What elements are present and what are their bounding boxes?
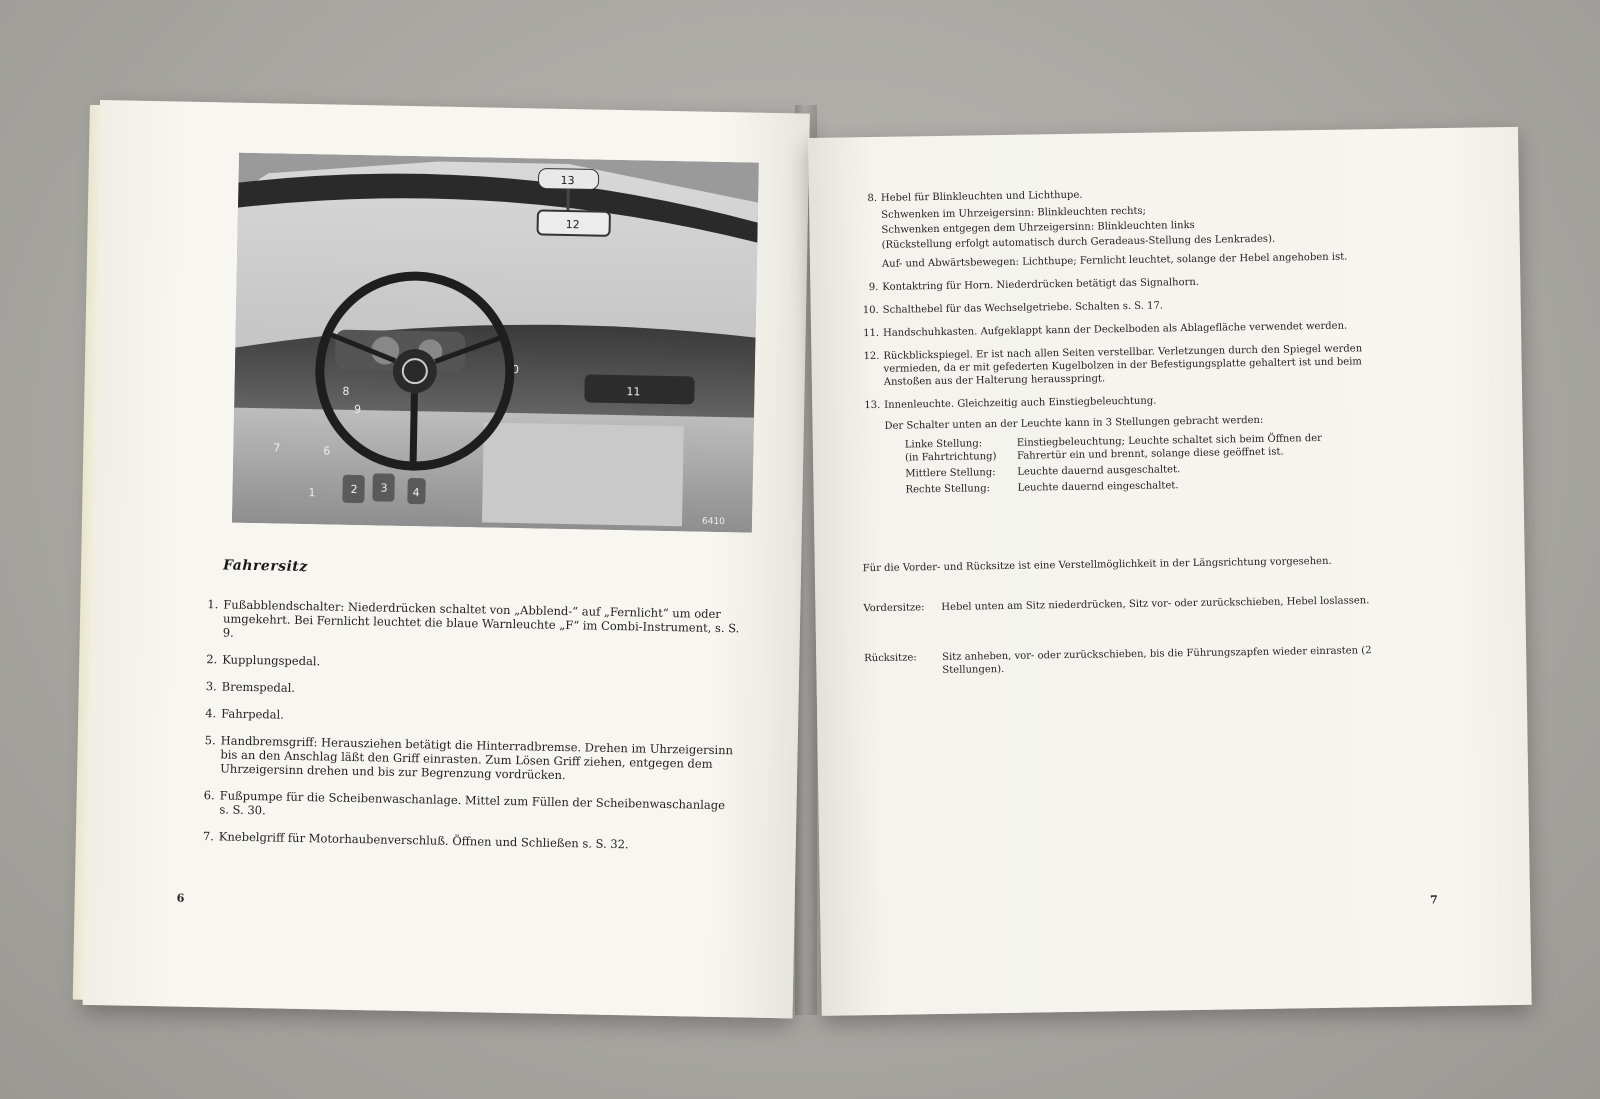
left-item-list	[196, 597, 741, 866]
left-page	[83, 100, 810, 1018]
list-item: 10. Schalthebel für das Wechselgetriebe. Schalten s. S. 17.	[862, 300, 1164, 317]
list-item: 1. Fußabblendschalter: Niederdrücken schaltet von „Abblend-“ auf „Fernlicht“ um oder umgekehrt. Bei Fernlicht leuchtet die blaue Warnleuchte „F“ im Combi-Instrument, s. S. 9.	[207, 597, 740, 640]
svg-text:3: 3	[380, 481, 388, 495]
list-item: 4. Fahrpedal.	[205, 706, 285, 722]
section-heading: Fahrersitz	[222, 557, 308, 576]
front-seats-row: Vordersitze: Hebel unten am Sitz niederdrücken, Sitz vor- oder zurückschieben, Hebel loslassen.	[863, 595, 1370, 615]
svg-text:1: 1	[308, 486, 316, 500]
list-item: 5. Handbremsgriff: Herausziehen betätigt die Hinterradbremse. Drehen im Uhrzeigersinn bis an den Anschlag läßt den Griff einrasten. Zum Lösen Griff ziehen, entgegen dem Uhrzeigersinn drehen und bis zur Begrenzung vordrücken.	[204, 733, 734, 783]
list-item: 12. Rückblickspiegel. Er ist nach allen Seiten verstellbar. Verletzungen durch den Spiegel werden vermieden, da er mit gefederten Kugelbolzen in der Befestigungsplatte gehaltert ist und beim Anstoßen aus der Halterung herausspringt.	[863, 343, 1363, 388]
svg-text:12: 12	[565, 217, 580, 232]
svg-text:13: 13	[560, 173, 575, 188]
seats-intro: Für die Vorder- und Rücksitze ist eine Verstellmöglichkeit in der Längsrichtung vorgesehen.	[862, 555, 1332, 575]
svg-text:4: 4	[412, 486, 420, 500]
list-item: 3. Bremspedal.	[205, 679, 296, 695]
list-item: 7. Knebelgriff für Motorhaubenverschluß. Öffnen und Schließen s. S. 32.	[202, 829, 629, 852]
svg-text:6: 6	[323, 444, 331, 458]
rear-seats-row: Rücksitze: Sitz anheben, vor- oder zurückschieben, bis die Führungszapfen wieder einrasten (2 Stellungen).	[864, 645, 1372, 676]
list-item: 2. Kupplungspedal.	[206, 652, 321, 669]
switch-positions: Linke Stellung: (in Fahrtrichtung) Einstiegbeleuchtung; Leuchte schaltet sich beim Öffnen der Fahrertür ein und brennt, solange diese geöffnet ist. Mittlere Stellung: Leuchte dauernd ausgeschaltet. Rechte Stellung: Leuchte dauernd eingeschaltet.	[904, 432, 1322, 496]
photo-id-label: 6410	[701, 516, 726, 528]
svg-text:10: 10	[504, 362, 520, 377]
page-number-left: 6	[176, 891, 185, 905]
dashboard-photo	[232, 153, 759, 533]
page-number-right: 7	[1429, 893, 1438, 907]
right-item-list	[857, 184, 1372, 510]
svg-text:9: 9	[353, 402, 362, 417]
list-item: 8. Hebel für Blinkleuchten und Lichthupe. Schwenken im Uhrzeigersinn: Blinkleuchten rechts; Schwenken entgegen dem Uhrzeigersinn: Blinkleuchten links (Rückstellung erfolgt automatisch durch Geradeaus-Stellung des Lenkrades). Auf- und Abwärtsbewegen: Lichthupe; Fernlicht leuchtet, solange der Hebel angehoben ist.	[867, 189, 1348, 270]
list-item: 13. Innenleuchte. Gleichzeitig auch Einstiegbeleuchtung. Der Schalter unten an der Leuchte kann in 3 Stellungen gebracht werden: Linke Stellung: (in Fahrtrichtung) Einstiegbeleuchtung; Leuchte schaltet sich beim Öffnen der Fahrertür ein und brennt, solange diese geöffnet ist. Mittlere Stellung: Leuchte dauernd ausgeschaltet. Rechte Stellung: Leuchte dauernd eingeschaltet.	[860, 391, 1372, 500]
list-item: 6. Fußpumpe für die Scheibenwaschanlage. Mittel zum Füllen der Scheibenwaschanlage s. S. 30.	[203, 788, 726, 818]
svg-text:7: 7	[273, 441, 281, 455]
svg-text:8: 8	[342, 384, 350, 398]
right-page	[808, 127, 1532, 1016]
svg-text:2: 2	[350, 482, 358, 497]
svg-text:11: 11	[626, 385, 641, 399]
list-item: 11. Handschuhkasten. Aufgeklappt kann der Deckelboden als Ablagefläche verwendet werden.	[863, 320, 1348, 340]
list-item: 9. Kontaktring für Horn. Niederdrücken betätigt das Signalhorn.	[868, 276, 1200, 294]
